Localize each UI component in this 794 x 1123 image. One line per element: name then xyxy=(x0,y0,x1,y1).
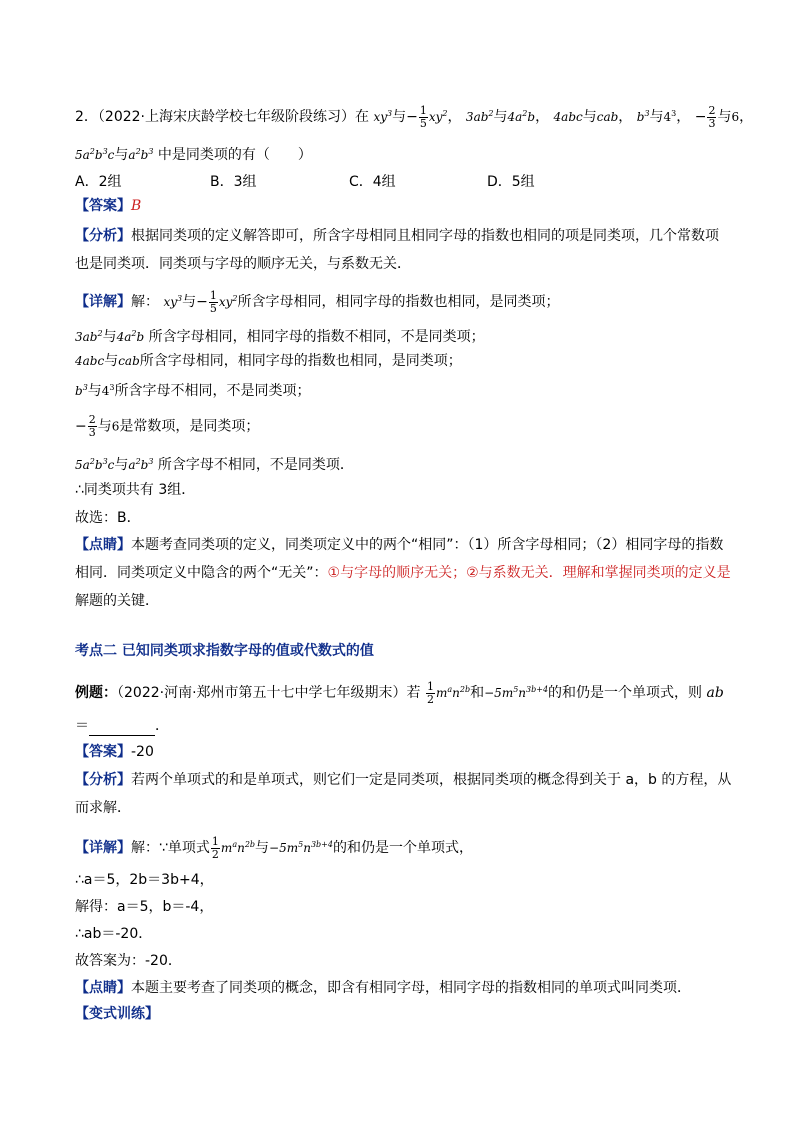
choice-a: A．2组 xyxy=(75,174,122,190)
term-3ab2: $3ab^2$ xyxy=(465,109,494,124)
question-2-line-2: $5a^2b^3c$与$a^2b^3$ 中是同类项的有（ ） xyxy=(75,147,312,163)
detail-2-line-1: 【详解】解：∵单项式 $\frac{1}{2}$ $m^an^{2b}$与$-5m^5n^{3b+4}$的和仍是一个单项式， xyxy=(75,834,473,861)
term-a2b3: $a^2b^3$ xyxy=(128,147,154,162)
tip-2-line-1: 【点睛】本题主要考查了同类项的概念，即含有相同字母，相同字母的指数相同的单项式叫同类项． xyxy=(75,980,691,996)
example-label: 例题： xyxy=(75,685,117,701)
question-number: 2． xyxy=(75,109,98,125)
tip-tag: 【点睛】 xyxy=(75,537,131,553)
choice-c: C．4组 xyxy=(349,174,396,190)
detail-1-line-2: $3ab^2$与$4a^2b$ 所含字母相同，相同字母的指数不相同，不是同类项； xyxy=(75,329,485,345)
example-line-2: ＝ ． xyxy=(75,718,169,734)
term-5a2b3c: $5a^2b^3c$ xyxy=(75,147,115,162)
tip-1-line-1: 【点睛】本题考查同类项的定义，同类项定义中的两个“相同”：（1）所含字母相同；（2）相同字母的指数 xyxy=(75,537,724,553)
detail-2-step-1: ∴a＝5，2b＝3b+4， xyxy=(75,872,214,888)
term-4-cubed: $4^3$ xyxy=(663,109,677,124)
detail-1-line-4: $b^3$与$4^3$所含字母不相同，不是同类项； xyxy=(75,383,311,399)
analysis-2-line-1: 【分析】若两个单项式的和是单项式，则它们一定是同类项，根据同类项的概念得到关于 a，b 的方程，从 xyxy=(75,772,732,788)
term-xy2: $xy^2$ xyxy=(428,109,448,124)
detail-1-conclusion: ∴同类项共有 3组． xyxy=(75,482,196,498)
tip-1-line-3: 解题的关键． xyxy=(75,593,159,609)
question-source: （2022·上海宋庆龄学校七年级阶段练习）在 xyxy=(97,109,369,125)
answer-blank xyxy=(89,721,155,736)
detail-1-choose: 故选：B． xyxy=(75,510,141,526)
detail-1-line-5: − $\frac{2}{3}$ 与6是常数项，是同类项； xyxy=(75,413,260,439)
detail-2-step-2: 解得：a＝5，b＝-4， xyxy=(75,899,214,915)
detail-2-step-4: 故答案为：-20． xyxy=(75,953,182,969)
answer-1 xyxy=(75,196,141,216)
answer-value: B xyxy=(131,198,142,214)
detail-1-line-6: $5a^2b^3c$与$a^2b^3$ 所含字母不相同，不是同类项． xyxy=(75,457,354,473)
answer-2-value: -20 xyxy=(131,744,154,760)
analysis-1-line-1: 【分析】根据同类项的定义解答即可，所含字母相同且相同字母的指数也相同的项是同类项，几个常数项 xyxy=(75,228,719,244)
analysis-2-line-2: 而求解． xyxy=(75,800,131,816)
answer-tag: 【答案】 xyxy=(75,198,131,214)
term-cab: cab xyxy=(596,110,619,124)
key-point-heading: 考点二 已知同类项求指数字母的值或代数式的值 xyxy=(75,643,374,659)
detail-tag: 【详解】 xyxy=(75,294,131,310)
analysis-1-line-2: 也是同类项．同类项与字母的顺序无关，与系数无关． xyxy=(75,256,411,272)
choice-b: B．3组 xyxy=(210,174,257,190)
tip-1-line-2: 相同．同类项定义中隐含的两个“无关”：①与字母的顺序无关；②与系数无关．理解和掌握同类项的定义是 xyxy=(75,565,731,581)
term-4a2b: $4a^2b$ xyxy=(507,109,536,124)
detail-1-line-1: 【详解】解： $xy^3$与− $\frac{1}{5}$ $xy^2$所含字母相同，相同字母的指数也相同，是同类项； xyxy=(75,288,560,315)
term-b3: $b^3$ xyxy=(636,109,650,124)
fraction-2-3: $\frac{2}{3}$ xyxy=(708,103,716,130)
choice-d: D．5组 xyxy=(487,174,535,190)
example-line-1: 例题：（2022·河南·郑州市第五十七中学七年级期末）若 $\frac{1}{2}$ $m^an^{2b}$和$-5m^5n^{3b+4}$的和仍是一个单项式，则 ab xyxy=(75,679,724,706)
term-xy3: $xy^3$ xyxy=(373,109,393,124)
monomial-1: $m^an^{2b}$ xyxy=(435,685,471,700)
answer-2: 【答案】-20 xyxy=(75,744,154,760)
term-4abc: 4abc xyxy=(553,110,583,124)
question-2-line-1: 2．（2022·上海宋庆龄学校七年级阶段练习）在 $xy^3$与− $\frac{1}{5}$ $xy^2$， $3ab^2$与$4a^2b$， 4abc与cab， $b^3$与$4^3$， − $\frac{2}{3}$ 与6， xyxy=(75,103,754,130)
variant-training-heading: 【变式训练】 xyxy=(75,1006,159,1022)
analysis-tag: 【分析】 xyxy=(75,228,131,244)
fraction-1-5: $\frac{1}{5}$ xyxy=(419,103,427,130)
detail-2-step-3: ∴ab＝-20． xyxy=(75,926,153,942)
detail-1-line-3: 4abc与cab所含字母相同，相同字母的指数也相同，是同类项； xyxy=(75,353,462,369)
monomial-2: $-5m^5n^{3b+4}$ xyxy=(484,685,549,700)
